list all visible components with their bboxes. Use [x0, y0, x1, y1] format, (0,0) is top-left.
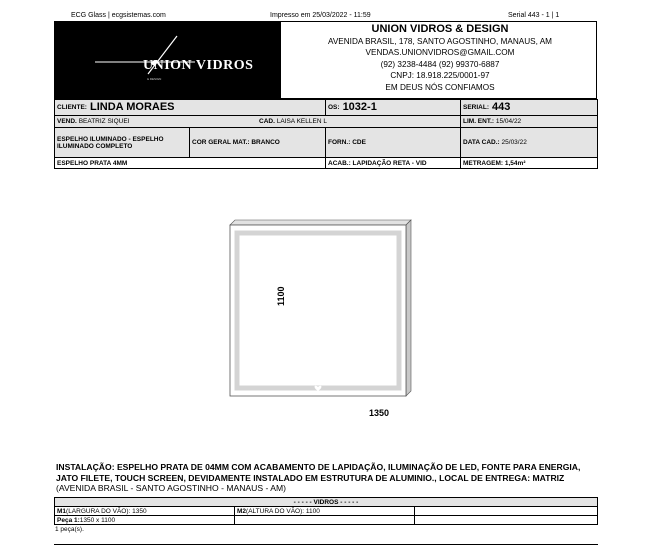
piece-count: 1 peça(s). [55, 526, 84, 533]
delivery-limit: 15/04/22 [495, 118, 522, 125]
supplier-cell: FORN.: CDE [325, 127, 461, 158]
material-cell: ESPELHO PRATA 4MM [54, 157, 326, 169]
width-dimension: 1350 [369, 408, 390, 418]
area-cell: METRAGEM: 1,54m² [460, 157, 598, 169]
serial-cell: SERIAL: 443 [460, 99, 598, 116]
company-address: AVENIDA BRASIL, 178, SANTO AGOSTINHO, MANAUS, AM [327, 37, 552, 46]
page-serial: Serial 443 - 1 | 1 [508, 12, 560, 19]
height-dimension: 1100 [276, 286, 286, 306]
register-date: 25/03/22 [501, 139, 527, 146]
company-info [282, 22, 598, 93]
delivery-limit-cell: LIM. ENT.: 15/04/22 [460, 115, 598, 128]
seller-name: BEATRIZ SIQUEI [78, 118, 130, 125]
client-name: LINDA MORAES [89, 101, 175, 113]
print-date: Impresso em 25/03/2022 - 11:59 [270, 12, 371, 19]
empty-cell-3 [414, 515, 598, 525]
glass-table-title: - - - - - VIDROS - - - - - [54, 497, 598, 507]
m1-cell: M1 (LARGURA DO VÃO): 1350 [54, 506, 235, 516]
empty-cell-2 [234, 515, 415, 525]
mirror-drawing [225, 215, 415, 400]
cad-info: CAD. LAISA KELLEN L [259, 118, 327, 125]
os-cell: OS: 1032-1 [325, 99, 461, 116]
finish-cell: ACAB.: LAPIDAÇÃO RETA - VID [325, 157, 461, 169]
company-cnpj: CNPJ: 18.918.225/0001-97 [390, 71, 490, 81]
company-name: UNION VIDROS & DESIGN [371, 23, 509, 35]
seller-cell: VEND. BEATRIZ SIQUEI CAD. LAISA KELLEN L [54, 115, 461, 128]
serial-number: 443 [492, 101, 511, 113]
m2-cell: M2 (ALTURA DO VÃO): 1100 [234, 506, 415, 516]
company-phones: (92) 3238-4484 (92) 99370-6887 [380, 59, 500, 69]
os-number: 1032-1 [342, 101, 377, 113]
color-cell: COR GERAL MAT.: BRANCO [189, 127, 326, 158]
company-motto: EM DEUS NÓS CONFIAMOS [385, 82, 495, 92]
logo-text: UNION VIDROS [143, 58, 254, 73]
piece-cell: Peça 1: 1350 x 1100 [54, 515, 235, 525]
client-cell: CLIENTE: LINDA MORAES [54, 99, 326, 116]
company-logo [55, 22, 281, 98]
product-cell: ESPELHO ILUMINADO - ESPELHO ILUMINADO COMPLETO [54, 127, 190, 158]
system-info: ECG Glass | ecgsistemas.com [71, 12, 166, 19]
company-email: VENDAS.UNIONVIDROS@GMAIL.COM [365, 48, 515, 58]
installation-text: INSTALAÇÃO: ESPELHO PRATA DE 04MM COM ACABAMENTO DE LAPIDAÇÃO, ILUMINAÇÃO DE LED, FONTE PARA ENERGIA, JATO FILETE, TOUCH SCREEN, DEVIDAMENTE INSTALADO EM ESTRUTURA DE ALUMINIO., LOCAL DE ENTREGA: MATRIZ (AVENIDA BRASIL - SANTO AGOSTINHO - MANAUS - AM) [56, 462, 581, 493]
register-date-cell: DATA CAD.: 25/03/22 [460, 127, 598, 158]
logo-subtext: & DESIGN [147, 77, 162, 81]
